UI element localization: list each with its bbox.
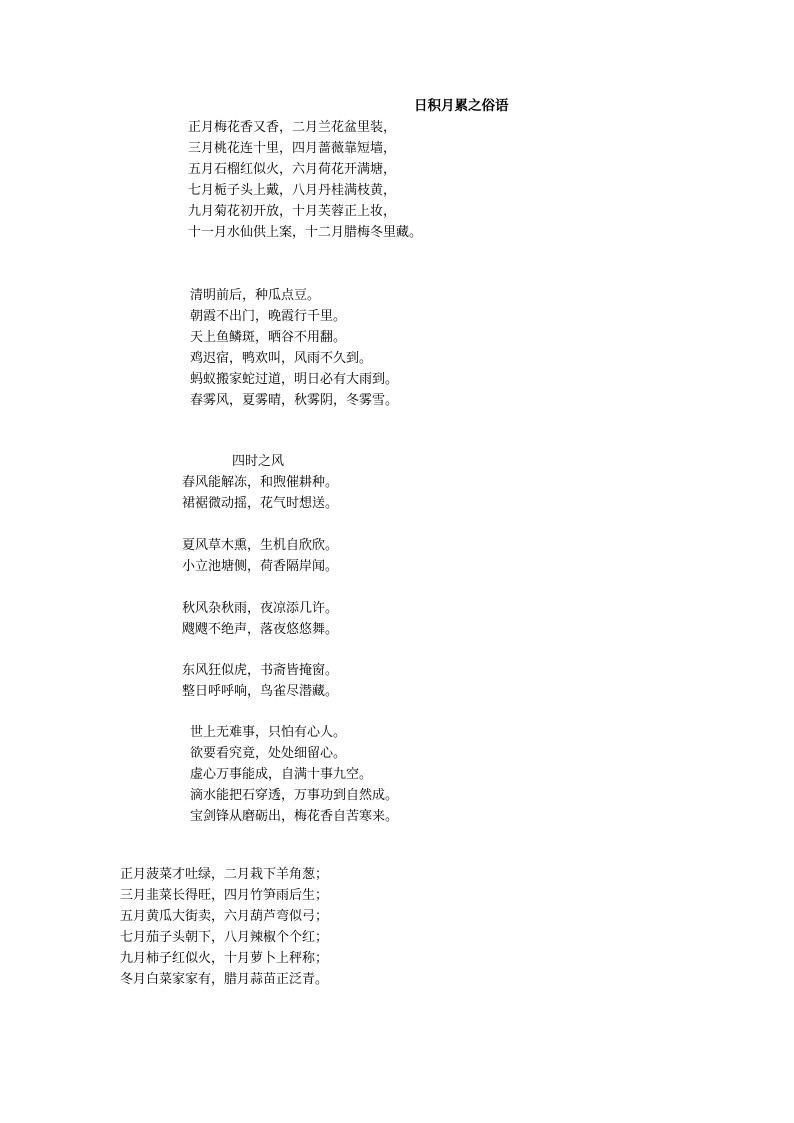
wind-section-title: 四时之风 — [232, 454, 285, 469]
flower-line: 三月桃花连十里，四月蔷薇靠短墙， — [188, 141, 397, 156]
page-title: 日积月累之俗语 — [414, 98, 509, 114]
wind-line: 飕飕不绝声，落夜悠悠舞。 — [182, 622, 339, 637]
wind-line: 整日呼呼响，鸟雀尽潜藏。 — [182, 684, 339, 699]
weather-line: 春雾风，夏雾晴，秋雾阴，冬雾雪。 — [190, 393, 399, 408]
proverb-line: 虚心万事能成，自满十事九空。 — [190, 767, 373, 782]
vegetable-line: 九月柿子红似火，十月萝卜上秤称； — [120, 951, 329, 966]
wind-line: 东风狂似虎，书斋皆掩窗。 — [182, 663, 339, 678]
weather-line: 蚂蚁搬家蛇过道，明日必有大雨到。 — [190, 372, 399, 387]
wind-line: 秋风杂秋雨，夜凉添几许。 — [182, 601, 339, 616]
wind-line: 小立池塘侧，荷香隔岸闻。 — [182, 559, 339, 574]
weather-line: 朝霞不出门，晚霞行千里。 — [190, 309, 347, 324]
proverb-line: 滴水能把石穿透，万事功到自然成。 — [190, 788, 399, 803]
wind-line: 夏风草木熏，生机自欣欣。 — [182, 538, 339, 553]
vegetable-line: 三月韭菜长得旺，四月竹笋雨后生； — [120, 888, 329, 903]
vegetable-line: 七月茄子头朝下，八月辣椒个个红； — [120, 930, 329, 945]
proverb-line: 欲要看究竟，处处细留心。 — [190, 746, 347, 761]
wind-line: 裙裾微动摇，花气时想送。 — [182, 496, 339, 511]
flower-line: 十一月水仙供上案，十二月腊梅冬里藏。 — [188, 225, 423, 240]
flower-line: 五月石榴红似火，六月荷花开满塘， — [188, 162, 397, 177]
vegetable-line: 冬月白菜家家有，腊月蒜苗正泛青。 — [120, 972, 329, 987]
weather-line: 鸡迟宿，鸭欢叫，风雨不久到。 — [190, 351, 373, 366]
weather-line: 清明前后，种瓜点豆。 — [190, 288, 321, 303]
weather-line: 天上鱼鳞斑，晒谷不用翻。 — [190, 330, 347, 345]
flower-line: 七月栀子头上戴，八月丹桂满枝黄， — [188, 183, 397, 198]
wind-line: 春风能解冻，和煦催耕种。 — [182, 475, 339, 490]
proverb-line: 世上无难事，只怕有心人。 — [190, 725, 347, 740]
flower-line: 正月梅花香又香，二月兰花盆里装， — [188, 120, 397, 135]
proverb-line: 宝剑锋从磨砺出，梅花香自苦寒来。 — [190, 809, 399, 824]
vegetable-line: 正月菠菜才吐绿，二月栽下羊角葱； — [120, 867, 329, 882]
flower-line: 九月菊花初开放，十月芙蓉正上妆， — [188, 204, 397, 219]
vegetable-line: 五月黄瓜大街卖，六月葫芦弯似弓； — [120, 909, 329, 924]
